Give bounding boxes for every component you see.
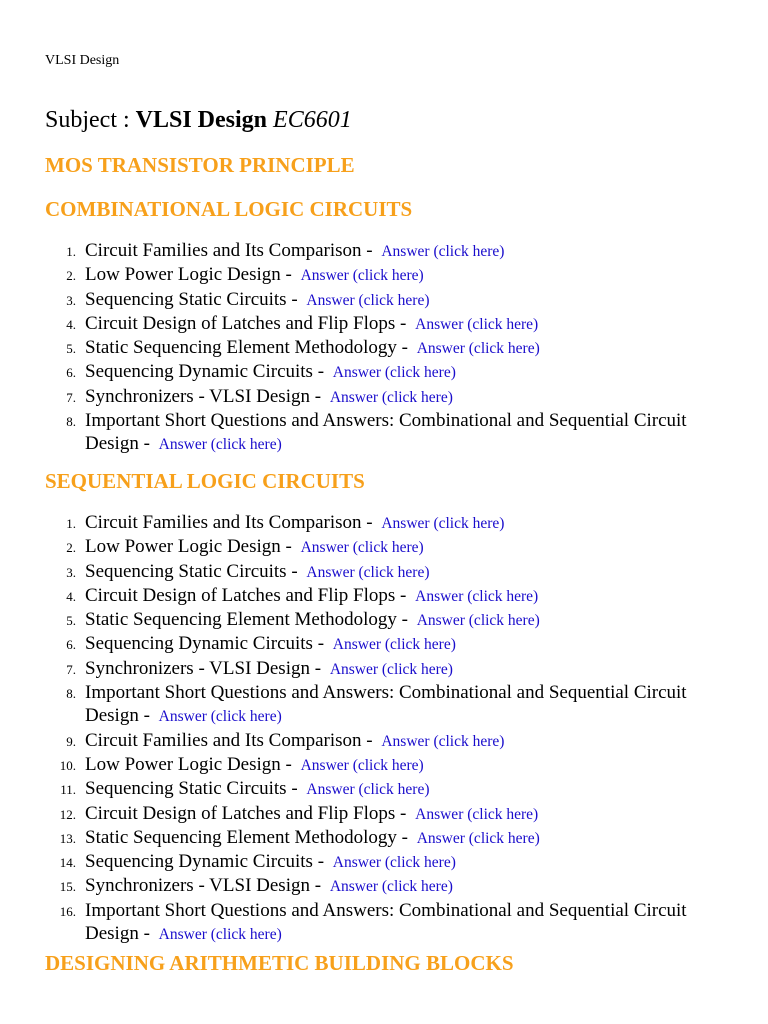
list-item-title: Synchronizers - VLSI Design - [85,875,322,897]
answer-link[interactable]: Answer (click here) [306,781,430,799]
answer-link[interactable]: Answer (click here) [329,878,453,896]
list-item [0,826,768,850]
list-item-title: Sequencing Static Circuits - [85,778,298,800]
answer-link[interactable]: Answer (click here) [415,587,539,605]
answer-link[interactable]: Answer (click here) [158,926,282,944]
sequential-question-list [0,511,768,946]
list-item-number: 1. [66,516,76,531]
list-item-title: Synchronizers - VLSI Design - [85,657,322,679]
list-item-number: 1. [66,244,76,259]
answer-link[interactable]: Answer (click here) [306,563,430,581]
list-item [0,729,768,753]
list-item [0,360,768,384]
list-item [0,657,768,681]
list-item [0,802,768,826]
list-item-number: 4. [66,588,76,604]
list-item-title: Circuit Design of Latches and Flip Flops - [85,802,407,824]
list-item-title: Static Sequencing Element Methodology - [85,609,408,631]
list-item [0,312,768,336]
list-item-number: 8. [66,414,76,430]
list-item-number: 3. [66,292,76,308]
answer-link[interactable]: Answer (click here) [381,243,505,260]
answer-link[interactable]: Answer (click here) [329,388,453,406]
list-item [0,385,768,409]
list-item-number: 15. [59,879,76,895]
list-item-title: Important Short Questions and Answers: Combinational and Sequential Circuit Design - [85,899,687,945]
section-heading-combinational[interactable]: COMBINATIONAL LOGIC CIRCUITS [45,197,413,221]
list-item-title: Circuit Design of Latches and Flip Flops - [85,312,407,334]
answer-link[interactable]: Answer (click here) [158,708,282,726]
list-item-number: 11. [60,782,76,798]
answer-link[interactable]: Answer (click here) [381,515,505,532]
subject-prefix: Subject : [45,107,130,133]
list-item [0,777,768,801]
list-item-title: Sequencing Static Circuits - [85,288,298,310]
list-item [0,409,768,457]
answer-link[interactable]: Answer (click here) [300,539,424,557]
list-item-title: Important Short Questions and Answers: Combinational and Sequential Circuit Design - [85,410,687,455]
list-item-title: Sequencing Dynamic Circuits - [85,851,325,873]
list-item-number: 2. [66,540,76,556]
list-item [0,753,768,777]
list-item [0,263,768,287]
list-item [0,584,768,608]
list-item [0,560,768,584]
list-item [0,239,768,263]
answer-link[interactable]: Answer (click here) [300,267,424,285]
list-item-title: Sequencing Static Circuits - [85,560,298,582]
list-item-number: 6. [66,637,76,653]
subject-name: VLSI Design [135,107,268,133]
list-item-number: 3. [66,564,76,580]
answer-link[interactable]: Answer (click here) [329,660,453,678]
list-item-number: 7. [66,661,76,677]
list-item-title: Static Sequencing Element Methodology - [85,826,408,848]
list-item-title: Sequencing Dynamic Circuits - [85,361,325,383]
list-item-title: Low Power Logic Design - [85,753,292,775]
list-item-number: 13. [59,830,76,846]
list-item [0,899,768,947]
list-item-number: 12. [59,806,76,822]
list-item [0,632,768,656]
list-item-title: Low Power Logic Design - [85,536,292,558]
answer-link[interactable]: Answer (click here) [381,732,505,750]
list-item-title: Circuit Families and Its Comparison - [85,240,373,261]
list-item [0,874,768,898]
list-item-number: 5. [66,613,76,629]
list-item-title: Low Power Logic Design - [85,264,292,286]
list-item-number: 10. [59,757,76,773]
list-item-number: 8. [66,686,76,702]
answer-link[interactable]: Answer (click here) [332,636,456,654]
answer-link[interactable]: Answer (click here) [415,315,539,333]
list-item-title: Circuit Families and Its Comparison - [85,729,373,751]
section-heading-arithmetic[interactable]: DESIGNING ARITHMETIC BUILDING BLOCKS [45,951,514,975]
list-item [0,608,768,632]
list-item-number: 4. [66,316,76,332]
answer-link[interactable]: Answer (click here) [332,364,456,382]
running-header: VLSI Design [45,53,120,68]
answer-link[interactable]: Answer (click here) [332,854,456,872]
list-item [0,850,768,874]
list-item-title: Circuit Families and Its Comparison - [85,512,373,533]
subject-line [45,104,352,136]
list-item [0,288,768,312]
list-item [0,681,768,729]
answer-link[interactable]: Answer (click here) [416,612,540,630]
section-heading-mos[interactable]: MOS TRANSISTOR PRINCIPLE [45,153,355,177]
list-item-title: Static Sequencing Element Methodology - [85,337,408,359]
list-item-title: Synchronizers - VLSI Design - [85,385,322,407]
answer-link[interactable]: Answer (click here) [158,436,282,454]
list-item-title: Important Short Questions and Answers: Combinational and Sequential Circuit Design - [85,682,687,727]
list-item-title: Sequencing Dynamic Circuits - [85,633,325,655]
list-item [0,535,768,559]
list-item-title: Circuit Design of Latches and Flip Flops - [85,584,407,606]
list-item-number: 5. [66,341,76,357]
subject-code: EC6601 [273,107,352,133]
list-item [0,511,768,535]
list-item-number: 6. [66,365,76,381]
section-heading-sequential[interactable]: SEQUENTIAL LOGIC CIRCUITS [45,469,365,493]
answer-link[interactable]: Answer (click here) [416,340,540,358]
list-item-number: 7. [66,389,76,405]
answer-link[interactable]: Answer (click here) [300,756,424,774]
list-item-number: 9. [66,733,76,749]
combinational-question-list [0,239,768,457]
list-item-number: 2. [66,268,76,284]
answer-link[interactable]: Answer (click here) [416,829,540,847]
list-item-number: 14. [59,855,76,871]
list-item [0,336,768,360]
list-item-number: 16. [59,903,76,919]
answer-link[interactable]: Answer (click here) [306,291,430,309]
answer-link[interactable]: Answer (click here) [415,805,539,823]
